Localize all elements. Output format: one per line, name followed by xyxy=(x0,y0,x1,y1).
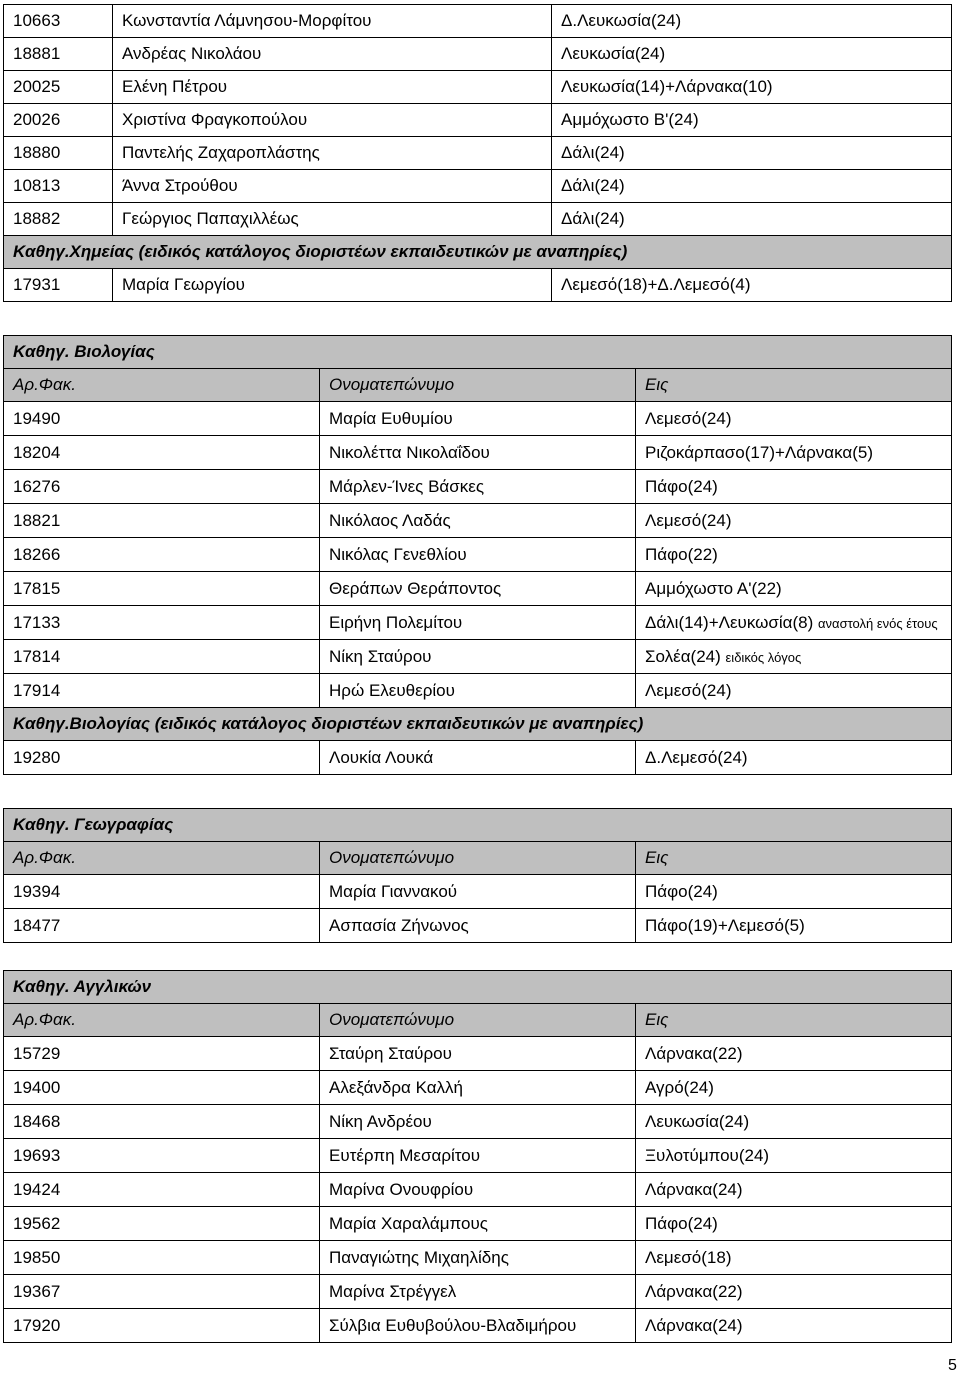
geography-table xyxy=(3,808,952,943)
file-number: 18477 xyxy=(4,909,320,943)
special-list-title: Καθηγ.Βιολογίας (ειδικός κατάλογος διοριστέων εκπαιδευτικών με αναπηρίες) xyxy=(4,708,952,741)
file-number: 10813 xyxy=(4,170,113,203)
placement: Πάφο(24) xyxy=(636,875,952,909)
table-row xyxy=(4,674,952,708)
file-number: 19424 xyxy=(4,1173,320,1207)
table-row xyxy=(4,1105,952,1139)
table-row xyxy=(4,104,952,137)
placement: Λάρνακα(22) xyxy=(636,1037,952,1071)
file-number: 17920 xyxy=(4,1309,320,1343)
full-name: Παντελής Ζαχαροπλάστης xyxy=(113,137,552,170)
full-name: Ευτέρπη Μεσαρίτου xyxy=(320,1139,636,1173)
placement: Αγρό(24) xyxy=(636,1071,952,1105)
column-header-name: Ονοματεπώνυμο xyxy=(320,369,636,402)
full-name: Νικολέττα Νικολαΐδου xyxy=(320,436,636,470)
table-row xyxy=(4,71,952,104)
full-name: Ελένη Πέτρου xyxy=(113,71,552,104)
file-number: 19400 xyxy=(4,1071,320,1105)
placement: Δάλι(24) xyxy=(552,170,952,203)
full-name: Νίκη Ανδρέου xyxy=(320,1105,636,1139)
special-list-title-row xyxy=(4,236,952,269)
full-name: Μαρίνα Στρέγγελ xyxy=(320,1275,636,1309)
table-row xyxy=(4,538,952,572)
table-row xyxy=(4,1173,952,1207)
file-number: 17815 xyxy=(4,572,320,606)
file-number: 19367 xyxy=(4,1275,320,1309)
placement: Λάρνακα(24) xyxy=(636,1309,952,1343)
table-row xyxy=(4,402,952,436)
file-number: 19394 xyxy=(4,875,320,909)
full-name: Αλεξάνδρα Καλλή xyxy=(320,1071,636,1105)
full-name: Ηρώ Ελευθερίου xyxy=(320,674,636,708)
table-row xyxy=(4,572,952,606)
placement: Λευκωσία(24) xyxy=(552,38,952,71)
placement: Λευκωσία(24) xyxy=(636,1105,952,1139)
section-title: Καθηγ. Βιολογίας xyxy=(4,336,952,369)
placement: Λεμεσό(24) xyxy=(636,504,952,538)
file-number: 20025 xyxy=(4,71,113,104)
full-name: Μαρία Γιαννακού xyxy=(320,875,636,909)
file-number: 10663 xyxy=(4,5,113,38)
placement: Δ.Λεμεσό(24) xyxy=(636,741,952,775)
special-list-title: Καθηγ.Χημείας (ειδικός κατάλογος διοριστέων εκπαιδευτικών με αναπηρίες) xyxy=(4,236,952,269)
column-header-placement: Εις xyxy=(636,1004,952,1037)
table-row xyxy=(4,741,952,775)
section-title: Καθηγ. Γεωγραφίας xyxy=(4,809,952,842)
placement: Δάλι(24) xyxy=(552,203,952,236)
full-name: Σύλβια Ευθυβούλου-Βλαδιμήρου xyxy=(320,1309,636,1343)
file-number: 17814 xyxy=(4,640,320,674)
table-row xyxy=(4,203,952,236)
file-number: 19280 xyxy=(4,741,320,775)
file-number: 20026 xyxy=(4,104,113,137)
full-name: Ασπασία Ζήνωνος xyxy=(320,909,636,943)
header-row xyxy=(4,842,952,875)
placement-note: αναστολή ενός έτους xyxy=(818,615,938,631)
special-list-title-row xyxy=(4,708,952,741)
table-row xyxy=(4,1037,952,1071)
placement: Ξυλοτύμπου(24) xyxy=(636,1139,952,1173)
full-name: Γεώργιος Παπαχιλλέως xyxy=(113,203,552,236)
file-number: 17133 xyxy=(4,606,320,640)
page-number: 5 xyxy=(948,1357,957,1374)
table-row xyxy=(4,640,952,674)
table-row xyxy=(4,38,952,71)
placement xyxy=(636,640,952,674)
table-row xyxy=(4,1139,952,1173)
full-name: Μαρίνα Ονουφρίου xyxy=(320,1173,636,1207)
full-name: Μάρλεν-Ίνες Βάσκες xyxy=(320,470,636,504)
file-number: 19490 xyxy=(4,402,320,436)
table-row xyxy=(4,470,952,504)
placement: Λευκωσία(14)+Λάρνακα(10) xyxy=(552,71,952,104)
header-row xyxy=(4,369,952,402)
column-header-file-number: Αρ.Φακ. xyxy=(4,1004,320,1037)
placement: Λάρνακα(22) xyxy=(636,1275,952,1309)
file-number: 17914 xyxy=(4,674,320,708)
file-number: 18821 xyxy=(4,504,320,538)
header-row xyxy=(4,1004,952,1037)
column-header-name: Ονοματεπώνυμο xyxy=(320,842,636,875)
spacer-row xyxy=(4,302,952,327)
full-name: Μαρία Χαραλάμπους xyxy=(320,1207,636,1241)
full-name: Νικόλαος Λαδάς xyxy=(320,504,636,538)
table-row xyxy=(4,269,952,302)
full-name: Σταύρη Σταύρου xyxy=(320,1037,636,1071)
table-row xyxy=(4,909,952,943)
full-name: Μαρία Γεωργίου xyxy=(113,269,552,302)
full-name: Λουκία Λουκά xyxy=(320,741,636,775)
full-name: Ειρήνη Πολεμίτου xyxy=(320,606,636,640)
chemistry-table xyxy=(3,4,952,326)
table-row xyxy=(4,1207,952,1241)
placement-note: ειδικός λόγος xyxy=(725,649,802,665)
table-row xyxy=(4,170,952,203)
full-name: Νίκη Σταύρου xyxy=(320,640,636,674)
section-title-row xyxy=(4,971,952,1004)
placement: Λεμεσό(18)+Δ.Λεμεσό(4) xyxy=(552,269,952,302)
placement: Δάλι(24) xyxy=(552,137,952,170)
file-number: 18881 xyxy=(4,38,113,71)
file-number: 19850 xyxy=(4,1241,320,1275)
table-row xyxy=(4,875,952,909)
table-row xyxy=(4,1241,952,1275)
column-header-name: Ονοματεπώνυμο xyxy=(320,1004,636,1037)
spacer-cell xyxy=(4,302,952,327)
full-name: Μαρία Ευθυμίου xyxy=(320,402,636,436)
placement: Ριζοκάρπασο(17)+Λάρνακα(5) xyxy=(636,436,952,470)
table-row xyxy=(4,1309,952,1343)
table-row xyxy=(4,606,952,640)
column-header-file-number: Αρ.Φακ. xyxy=(4,369,320,402)
table-row xyxy=(4,5,952,38)
full-name: Κωνσταντία Λάμνησου-Μορφίτου xyxy=(113,5,552,38)
file-number: 17931 xyxy=(4,269,113,302)
table-row xyxy=(4,504,952,538)
column-header-placement: Εις xyxy=(636,369,952,402)
table-row xyxy=(4,1275,952,1309)
table-row xyxy=(4,137,952,170)
column-header-file-number: Αρ.Φακ. xyxy=(4,842,320,875)
placement-text: Σολέα(24) xyxy=(645,646,721,666)
file-number: 16276 xyxy=(4,470,320,504)
placement: Αμμόχωστο Β'(24) xyxy=(552,104,952,137)
placement: Λεμεσό(24) xyxy=(636,674,952,708)
full-name: Θεράπων Θεράποντος xyxy=(320,572,636,606)
file-number: 15729 xyxy=(4,1037,320,1071)
file-number: 18468 xyxy=(4,1105,320,1139)
placement: Λάρνακα(24) xyxy=(636,1173,952,1207)
column-header-placement: Εις xyxy=(636,842,952,875)
full-name: Άννα Στρούθου xyxy=(113,170,552,203)
placement: Λεμεσό(18) xyxy=(636,1241,952,1275)
placement: Πάφο(22) xyxy=(636,538,952,572)
placement: Δ.Λευκωσία(24) xyxy=(552,5,952,38)
full-name: Χριστίνα Φραγκοπούλου xyxy=(113,104,552,137)
file-number: 19693 xyxy=(4,1139,320,1173)
placement: Λεμεσό(24) xyxy=(636,402,952,436)
placement: Αμμόχωστο Α'(22) xyxy=(636,572,952,606)
file-number: 18882 xyxy=(4,203,113,236)
english-table xyxy=(3,970,952,1343)
section-title-row xyxy=(4,809,952,842)
file-number: 18880 xyxy=(4,137,113,170)
biology-table xyxy=(3,335,952,775)
placement: Πάφο(19)+Λεμεσό(5) xyxy=(636,909,952,943)
file-number: 18204 xyxy=(4,436,320,470)
placement: Πάφο(24) xyxy=(636,470,952,504)
full-name: Παναγιώτης Μιχαηλίδης xyxy=(320,1241,636,1275)
full-name: Ανδρέας Νικολάου xyxy=(113,38,552,71)
section-title: Καθηγ. Αγγλικών xyxy=(4,971,952,1004)
file-number: 18266 xyxy=(4,538,320,572)
table-row xyxy=(4,436,952,470)
placement xyxy=(636,606,952,640)
placement-text: Δάλι(14)+Λευκωσία(8) xyxy=(645,612,814,632)
table-row xyxy=(4,1071,952,1105)
file-number: 19562 xyxy=(4,1207,320,1241)
full-name: Νικόλας Γενεθλίου xyxy=(320,538,636,572)
section-title-row xyxy=(4,336,952,369)
placement: Πάφο(24) xyxy=(636,1207,952,1241)
